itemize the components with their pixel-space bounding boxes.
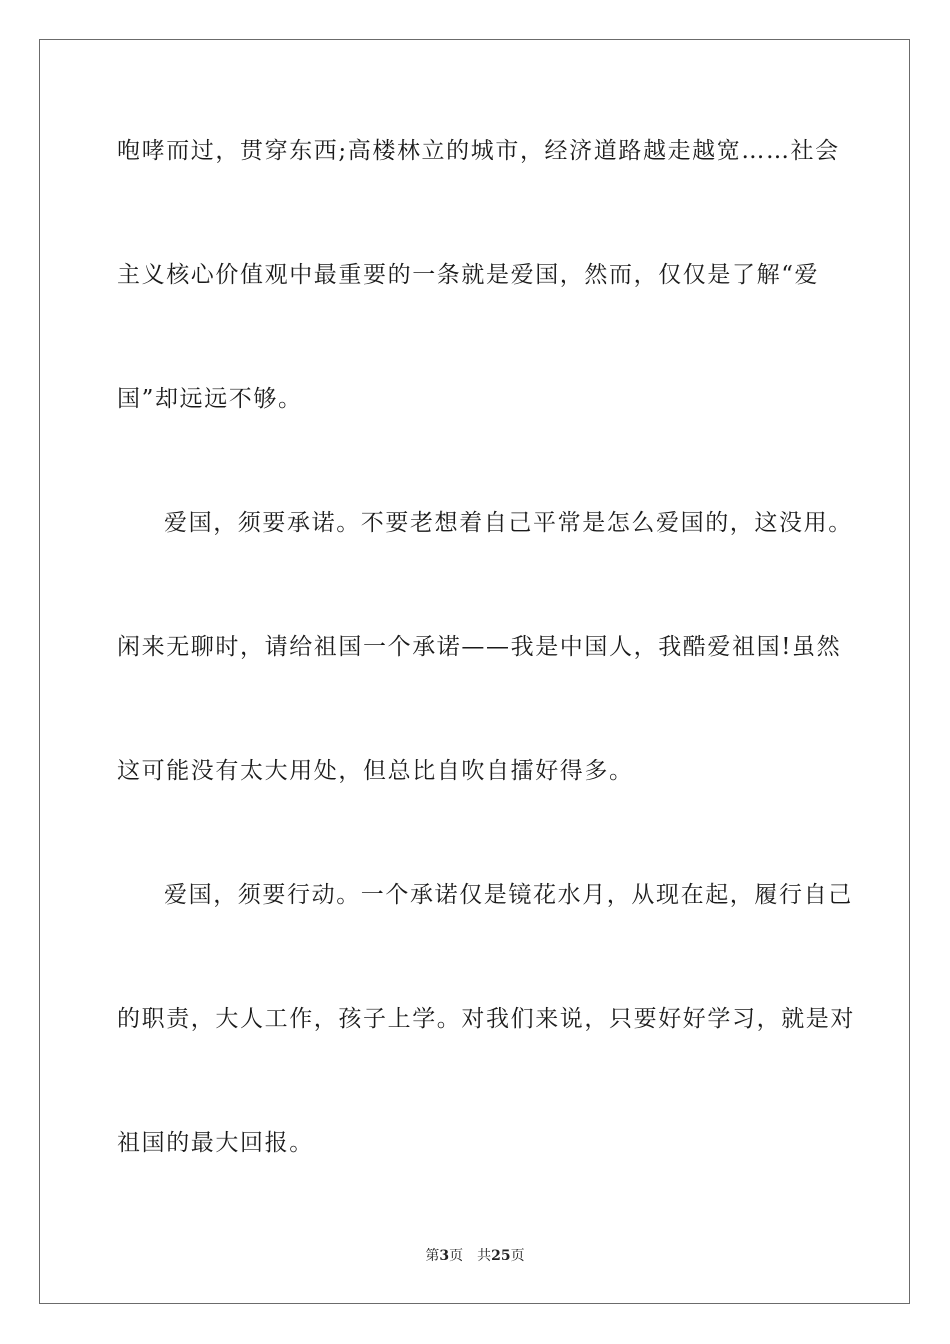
text-line-4: 爱国，须要承诺。不要老想着自己平常是怎么爱国的，这没用。	[164, 510, 853, 536]
total-prefix: 共	[477, 1248, 492, 1264]
text-line-1: 咆哮而过，贯穿东西;高楼林立的城市，经济道路越走越宽……社会	[117, 138, 840, 164]
page-suffix: 页	[449, 1248, 464, 1264]
total-suffix: 页	[510, 1248, 525, 1264]
total-pages: 25	[491, 1248, 511, 1264]
text-line-3: 国”却远远不够。	[117, 386, 303, 412]
text-line-8: 的职责，大人工作，孩子上学。对我们来说，只要好好学习，就是对	[117, 1006, 855, 1032]
text-line-7: 爱国，须要行动。一个承诺仅是镜花水月，从现在起，履行自己	[164, 882, 853, 908]
page-footer	[0, 1247, 950, 1265]
text-line-5: 闲来无聊时，请给祖国一个承诺——我是中国人，我酷爱祖国!虽然	[117, 634, 842, 660]
page-prefix: 第	[425, 1248, 440, 1264]
page-border	[39, 39, 910, 1304]
text-line-9: 祖国的最大回报。	[117, 1130, 314, 1156]
text-line-6: 这可能没有太大用处，但总比自吹自擂好得多。	[117, 758, 634, 784]
page-number: 3	[439, 1248, 450, 1264]
text-line-2: 主义核心价值观中最重要的一条就是爱国，然而，仅仅是了解“爱	[117, 262, 820, 288]
